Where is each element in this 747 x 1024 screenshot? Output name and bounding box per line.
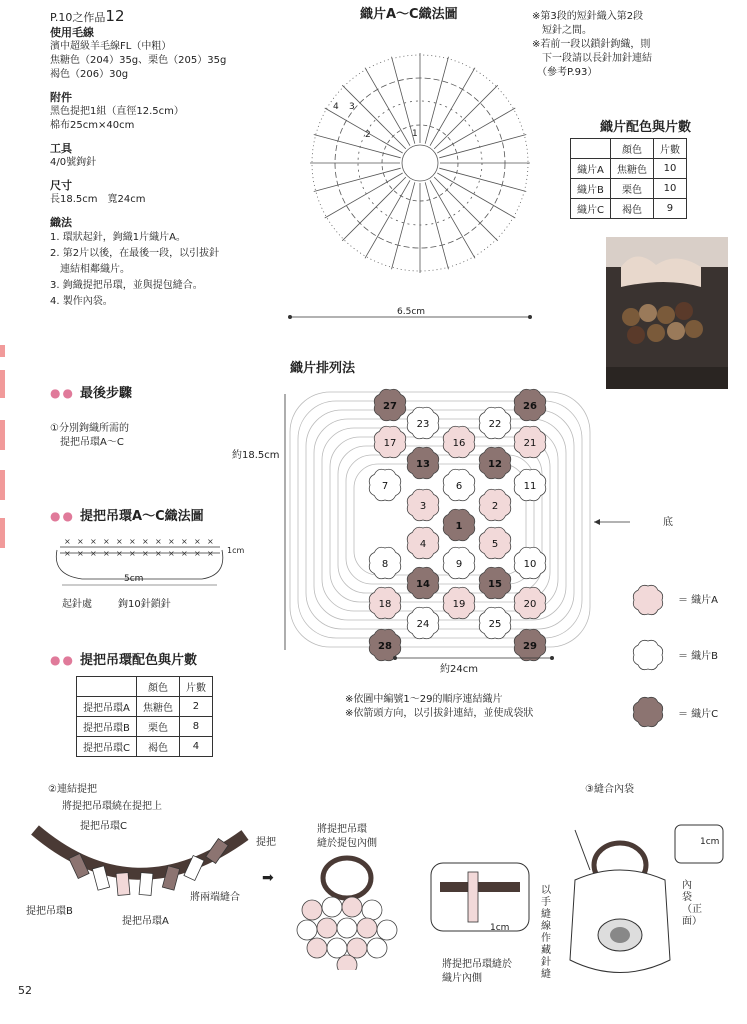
bag-motif <box>302 900 322 920</box>
stitch-mark: × <box>103 549 110 558</box>
motif-23 <box>407 407 439 439</box>
header-cell: 片數 <box>179 677 212 697</box>
inner-line: 縫於提包內側 <box>317 838 377 849</box>
stitch-mark: × <box>129 549 136 558</box>
motif-26 <box>514 389 546 421</box>
label-ring-b: 提把吊環B <box>26 906 73 917</box>
motif-number: 15 <box>488 579 502 590</box>
bag-motif <box>347 938 367 958</box>
round-label: 2 <box>365 130 371 140</box>
size-line: 長18.5cm 寬24cm <box>50 194 146 205</box>
table-row <box>571 159 687 179</box>
lining-dim: 1cm <box>700 837 720 847</box>
motif-27 <box>374 389 406 421</box>
ring-start-label: 起針處 <box>62 599 92 610</box>
step-item: 2. 第2片以後，在最後一段，以引拔針 <box>50 248 220 259</box>
bag-motif <box>377 920 397 940</box>
stitch-mark: × <box>194 537 201 546</box>
stitch-mark: × <box>168 537 175 546</box>
stitch-line <box>439 168 526 191</box>
stitch-mark: × <box>64 537 71 546</box>
ring-colors-header <box>50 649 197 668</box>
motif-3 <box>407 489 439 521</box>
cell: 栗色 <box>610 179 653 199</box>
cell: 栗色 <box>136 717 179 737</box>
motif-number: 1 <box>455 521 463 532</box>
motif-number: 7 <box>381 481 389 492</box>
stitch-mark: × <box>90 549 97 558</box>
detail-line: 將提把吊環縫於 <box>442 959 512 970</box>
motif-12 <box>479 447 511 479</box>
motif-16 <box>443 426 475 458</box>
motif-number: 19 <box>452 599 466 610</box>
step2-subtitle: 將提把吊環繞在提把上 <box>62 801 162 812</box>
edge-mark <box>0 345 5 357</box>
cell: 褐色 <box>610 199 653 219</box>
cell: 10 <box>653 159 686 179</box>
cell: 焦糖色 <box>136 697 179 717</box>
stitch-line <box>439 135 526 158</box>
arrow-right-icon: ➡ <box>262 870 274 886</box>
step-item: 1. 環狀起針，鉤織1片織片A。 <box>50 232 186 243</box>
cell: 4 <box>179 737 212 757</box>
motif-number: 9 <box>455 559 463 570</box>
bag-motif <box>362 900 382 920</box>
motif-chart-title: 織片A～C織法圖 <box>360 7 458 22</box>
note-line: ※依圖中編號1～29的順序連結織片 <box>345 694 503 705</box>
motif-number: 12 <box>488 459 502 470</box>
motif-number: 29 <box>523 641 537 652</box>
stitch-mark: × <box>155 549 162 558</box>
work-num: 12 <box>105 7 125 25</box>
step3-title: ③縫合內袋 <box>585 784 634 795</box>
bag-motif <box>317 918 337 938</box>
table-row <box>77 717 213 737</box>
motif-number: 20 <box>523 599 537 610</box>
bag-photo <box>606 237 728 389</box>
motif-number: 21 <box>523 438 537 449</box>
round-label: 3 <box>349 102 355 112</box>
motif-number: 14 <box>416 579 430 590</box>
tool-title: 工具 <box>50 142 72 155</box>
stitch-line <box>434 177 498 241</box>
motif-notes <box>532 10 652 80</box>
stitch-mark: × <box>64 549 71 558</box>
edge-mark <box>0 518 5 548</box>
bag-motif <box>337 918 357 938</box>
size-title: 尺寸 <box>50 179 72 192</box>
motif-number: 2 <box>491 501 499 512</box>
note-line: ※若前一段以鎖針鉤織，則 <box>532 39 651 50</box>
motif-number: 8 <box>381 559 389 570</box>
stitch-line <box>434 85 498 149</box>
stitch-mark: × <box>116 549 123 558</box>
motif-width: 6.5cm <box>397 307 426 317</box>
motif-number: 6 <box>455 481 463 492</box>
header-cell: 顏色 <box>610 139 653 159</box>
motif-number: 26 <box>523 401 537 412</box>
motif-8 <box>369 547 401 579</box>
motif-25 <box>479 607 511 639</box>
accessories-title: 附件 <box>50 91 72 104</box>
stitch-line <box>425 57 448 144</box>
motif-number: 16 <box>452 438 466 449</box>
step2-title: ②連結提把 <box>48 784 97 795</box>
bag-motif <box>367 938 387 958</box>
motif-4 <box>407 527 439 559</box>
motif-18 <box>369 587 401 619</box>
cell: 提把吊環B <box>77 717 137 737</box>
motif-chart-diagram <box>285 25 535 325</box>
stitch-line <box>425 182 448 269</box>
steps-title: 織法 <box>50 216 72 229</box>
ring-chart-title: 提把吊環A～C織法圖 <box>80 509 204 524</box>
round-label: 4 <box>333 102 339 112</box>
guide-line <box>330 437 550 602</box>
motif-22 <box>479 407 511 439</box>
cell: 提把吊環C <box>77 737 137 757</box>
stitch-line <box>430 180 475 258</box>
table-row <box>571 179 687 199</box>
legend-motif-C <box>633 697 662 726</box>
vertical-note: 以手縫線作藏針縫 <box>541 885 551 980</box>
legend-swatches <box>628 582 673 732</box>
yarn-line: 褐色（206）30g <box>50 69 129 80</box>
ring-height: 1cm <box>227 546 245 555</box>
vertical-inner: 內袋（正面） <box>682 880 702 927</box>
cell: 褐色 <box>136 737 179 757</box>
bag-illustration <box>292 850 402 970</box>
cell: 織片C <box>571 199 611 219</box>
note-line: ※依箭頭方向，以引拔針連結，並使成袋狀 <box>345 708 534 719</box>
bag-motif <box>357 918 377 938</box>
motif-13 <box>407 447 439 479</box>
final-steps-title: 最後步驟 <box>80 386 133 401</box>
motif-21 <box>514 426 546 458</box>
stitch-mark: × <box>181 537 188 546</box>
motif-15 <box>479 567 511 599</box>
cell: 8 <box>179 717 212 737</box>
legend-a: ＝ 織片A <box>678 595 719 606</box>
stitch-mark: × <box>103 537 110 546</box>
header-cell <box>571 139 611 159</box>
detail-line: 織片內側 <box>442 973 482 984</box>
stitch-mark: × <box>77 537 84 546</box>
layout-notes <box>345 693 533 721</box>
bag-motif <box>327 938 347 958</box>
bag-motif <box>322 897 342 917</box>
motif-2 <box>479 489 511 521</box>
stitch-mark: × <box>116 537 123 546</box>
motif-number: 23 <box>416 419 430 430</box>
header-cell: 片數 <box>653 139 686 159</box>
ring-colors-table <box>76 676 213 757</box>
bullet-icon: ●● <box>50 509 75 523</box>
motif-24 <box>407 607 439 639</box>
stitch-line <box>392 182 415 269</box>
acc-line: 黑色提把1組（直徑12.5cm） <box>50 106 184 117</box>
motif-number: 10 <box>523 559 537 570</box>
motif-29 <box>514 629 546 661</box>
stitch-mark: × <box>129 537 136 546</box>
stitch-line <box>342 85 406 149</box>
stitch-mark: × <box>181 549 188 558</box>
motif-number: 11 <box>523 481 537 492</box>
motif-11 <box>514 469 546 501</box>
yarn-line: 焦糖色（204）35g、栗色（205）35g <box>50 55 227 66</box>
motif-number: 27 <box>383 401 397 412</box>
table-row <box>77 737 213 757</box>
ring-chart-header <box>50 505 204 524</box>
motif-number: 28 <box>378 641 392 652</box>
label-sew: 將兩端縫合 <box>190 892 240 903</box>
materials-block <box>50 9 280 310</box>
motif-7 <box>369 469 401 501</box>
stitch-mark: × <box>142 537 149 546</box>
legend-motif-B <box>633 640 662 669</box>
note-line: 下一段請以長針加針連結 <box>532 53 652 64</box>
stitch-mark: × <box>207 549 214 558</box>
motif-6 <box>443 469 475 501</box>
motif-number: 18 <box>378 599 392 610</box>
stitch-mark: × <box>155 537 162 546</box>
edge-mark <box>0 370 5 398</box>
stitch-mark: × <box>90 537 97 546</box>
cell: 焦糖色 <box>610 159 653 179</box>
motif-20 <box>514 587 546 619</box>
detail-illustration <box>430 862 530 932</box>
bag-motif <box>307 938 327 958</box>
stitch-line <box>342 177 406 241</box>
label-ring-a: 提把吊環A <box>122 916 169 927</box>
motif-number: 13 <box>416 459 430 470</box>
motif-colors-title: 織片配色與片數 <box>600 120 692 135</box>
step-item: 3. 鉤織提把吊環，並與提包縫合。 <box>50 280 203 291</box>
note-line: ※第3段的短針織入第2段 <box>532 11 644 22</box>
motif-number: 24 <box>416 619 430 630</box>
cell: 提把吊環A <box>77 697 137 717</box>
motif-colors-table <box>570 138 687 219</box>
step-item: 連結相鄰織片。 <box>50 264 130 275</box>
note-line: （參考P.93） <box>532 67 598 78</box>
layout-height: 約18.5cm <box>232 450 280 461</box>
guide-line <box>338 446 542 593</box>
cell: 2 <box>179 697 212 717</box>
cell: 10 <box>653 179 686 199</box>
stitch-line <box>325 173 403 218</box>
stitch-line <box>314 135 401 158</box>
ring-chain-label: 鉤10針鎖針 <box>118 599 171 610</box>
motif-number: 22 <box>488 419 502 430</box>
page-number: 52 <box>18 984 32 997</box>
motif-17 <box>374 426 406 458</box>
bullet-icon: ●● <box>50 386 75 400</box>
motif-number: 5 <box>491 539 499 550</box>
yarn-title: 使用毛線 <box>50 26 94 39</box>
layout-title: 織片排列法 <box>290 361 356 376</box>
motif-19 <box>443 587 475 619</box>
layout-diagram <box>230 380 650 680</box>
motif-number: 17 <box>383 438 397 449</box>
stitch-mark: × <box>207 537 214 546</box>
motif-1 <box>443 509 475 541</box>
motif-28 <box>369 629 401 661</box>
round-label: 1 <box>412 129 418 139</box>
table-row <box>77 697 213 717</box>
note-line: 短針之間。 <box>532 25 592 36</box>
stitch-mark: × <box>194 549 201 558</box>
bag-motif <box>297 920 317 940</box>
stitch-line <box>314 168 401 191</box>
ring-colors-title: 提把吊環配色與片數 <box>80 653 198 668</box>
layout-width: 約24cm <box>440 664 478 675</box>
tool-line: 4/0號鉤針 <box>50 157 97 168</box>
stitch-line <box>437 173 515 218</box>
final-step-1 <box>50 422 129 450</box>
step-item: 4. 製作內袋。 <box>50 296 113 307</box>
ring-width: 5cm <box>124 574 144 584</box>
motif-number: 3 <box>419 501 427 512</box>
motif-10 <box>514 547 546 579</box>
bag-motif <box>342 897 362 917</box>
inner-line: 將提把吊環 <box>317 824 367 835</box>
motif-9 <box>443 547 475 579</box>
motif-5 <box>479 527 511 559</box>
cell: 9 <box>653 199 686 219</box>
header-cell: 顏色 <box>136 677 179 697</box>
step-line: 提把吊環A～C <box>50 437 124 448</box>
table-row <box>571 199 687 219</box>
detail-dim: 1cm <box>490 923 510 933</box>
stitch-mark: × <box>77 549 84 558</box>
cell: 織片B <box>571 179 611 199</box>
stitch-mark: × <box>142 549 149 558</box>
label-handle: 提把 <box>256 837 276 848</box>
edge-mark <box>0 470 5 500</box>
motif-number: 25 <box>488 619 502 630</box>
step-line: ①分別鉤織所需的 <box>50 423 129 434</box>
stitch-line <box>365 180 410 258</box>
label-ring-c: 提把吊環C <box>80 821 127 832</box>
header-cell <box>77 677 137 697</box>
work-no: P.10之作品 <box>50 11 106 24</box>
legend-b: ＝ 織片B <box>678 651 719 662</box>
legend-c: ＝ 織片C <box>678 709 719 720</box>
acc-line: 棉布25cm×40cm <box>50 120 135 131</box>
edge-mark <box>0 420 5 450</box>
layout-bottom: 底 <box>663 517 673 528</box>
motif-number: 4 <box>419 539 427 550</box>
yarn-line: 濱中超級羊毛線FL（中粗） <box>50 41 172 52</box>
stitch-mark: × <box>168 549 175 558</box>
motif-14 <box>407 567 439 599</box>
legend-motif-A <box>633 585 662 614</box>
final-steps-header <box>50 382 132 401</box>
cell: 織片A <box>571 159 611 179</box>
bullet-icon: ●● <box>50 653 75 667</box>
